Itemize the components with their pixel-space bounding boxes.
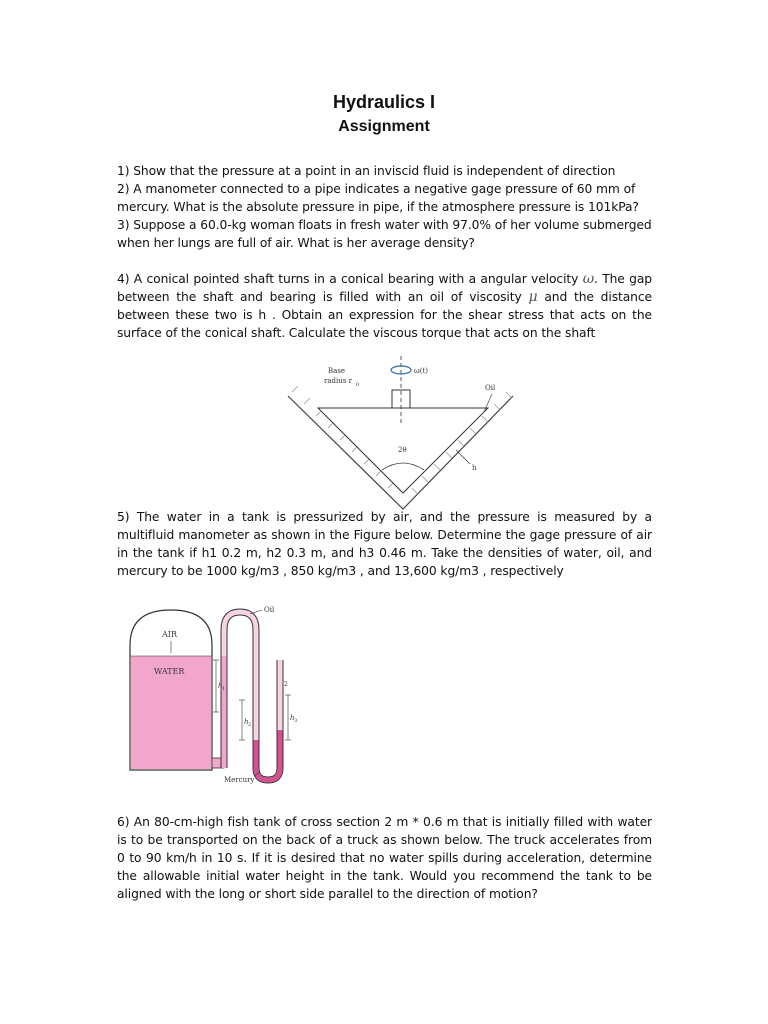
oil-leader (484, 394, 492, 412)
question-2: 2) A manometer connected to a pipe indicates a negative gage pressure of 60 mm of mercury. What is the absolute pressure in pipe, if the atmosphere pressure is 101kPa? (117, 182, 639, 214)
base-label: Base (328, 367, 346, 375)
mercury-label: Mercury (224, 776, 255, 784)
h3-label: h (290, 714, 295, 722)
question-3: 3) Suppose a 60.0-kg woman floats in fresh water with 97.0% of her volume submerged when her lungs are full of air. What is her average density? (117, 218, 652, 250)
question-4-part-c: and the distance between these two is h . Obtain an expression for the shear stress that acts on the surface of the conical shaft. Calculate the viscous torque that acts on the shaft (117, 290, 652, 340)
air-label: AIR (162, 630, 177, 639)
water-label: WATER (154, 667, 185, 676)
omega-symbol: ω (582, 271, 595, 287)
h-marker (456, 450, 470, 464)
h1-subscript: 1 (222, 686, 226, 692)
page-subtitle: Assignment (338, 118, 430, 135)
oil-tube (224, 612, 280, 780)
questions-1-3 (117, 162, 652, 252)
manometer-figure (122, 600, 322, 790)
radius-subscript: 0 (356, 382, 360, 388)
h1-label: h (218, 682, 223, 690)
tick-label: 2 (284, 681, 288, 688)
question-4-part-a: 4) A conical pointed shaft turns in a conical bearing with a angular velocity (117, 272, 579, 286)
page-title: Hydraulics I (332, 92, 436, 112)
manometer-oil-label: Oil (264, 606, 275, 614)
conical-bearing-figure (278, 352, 518, 512)
radius-label: radius r (324, 377, 352, 385)
mu-symbol: μ (528, 289, 538, 305)
oil-tube-fill (224, 612, 280, 780)
h3-subscript: 3 (294, 718, 298, 724)
h-label: h (472, 464, 477, 472)
question-4-part-b: . The gap between the shaft and bearing is filled with an oil of viscosity (117, 272, 652, 304)
question-4 (117, 270, 652, 342)
h2-subscript: 2 (248, 722, 252, 728)
h2-label: h (244, 718, 249, 726)
question-5: 5) The water in a tank is pressurized by air, and the pressure is measured by a multifluid manometer as shown in the Figure below. Determine the gage pressure of air in the tank if h1 0.2 m, h2 0.3 m, and h3 0.46 m. Take the densities of water, oil, and mercury to be 1000 kg/m3 , 850 kg/m3 , and 13,600 kg/m3 , respectively (117, 510, 652, 578)
question-1: 1) Show that the pressure at a point in an inviscid fluid is independent of direction (117, 164, 616, 178)
angle-label: 2θ (398, 446, 407, 454)
question-6: 6) An 80-cm-high fish tank of cross section 2 m * 0.6 m that is initially filled with water is to be transported on the back of a truck as shown below. The truck accelerates from 0 to 90 km/h in 10 s. If it is desired that no water spills during acceleration, determine the allowable initial water height in the tank. Would you recommend the tank to be aligned with the long or short side parallel to the direction of motion? (117, 815, 652, 901)
oil-label: Oil (485, 384, 496, 392)
omega-label: ω(t) (414, 367, 428, 375)
